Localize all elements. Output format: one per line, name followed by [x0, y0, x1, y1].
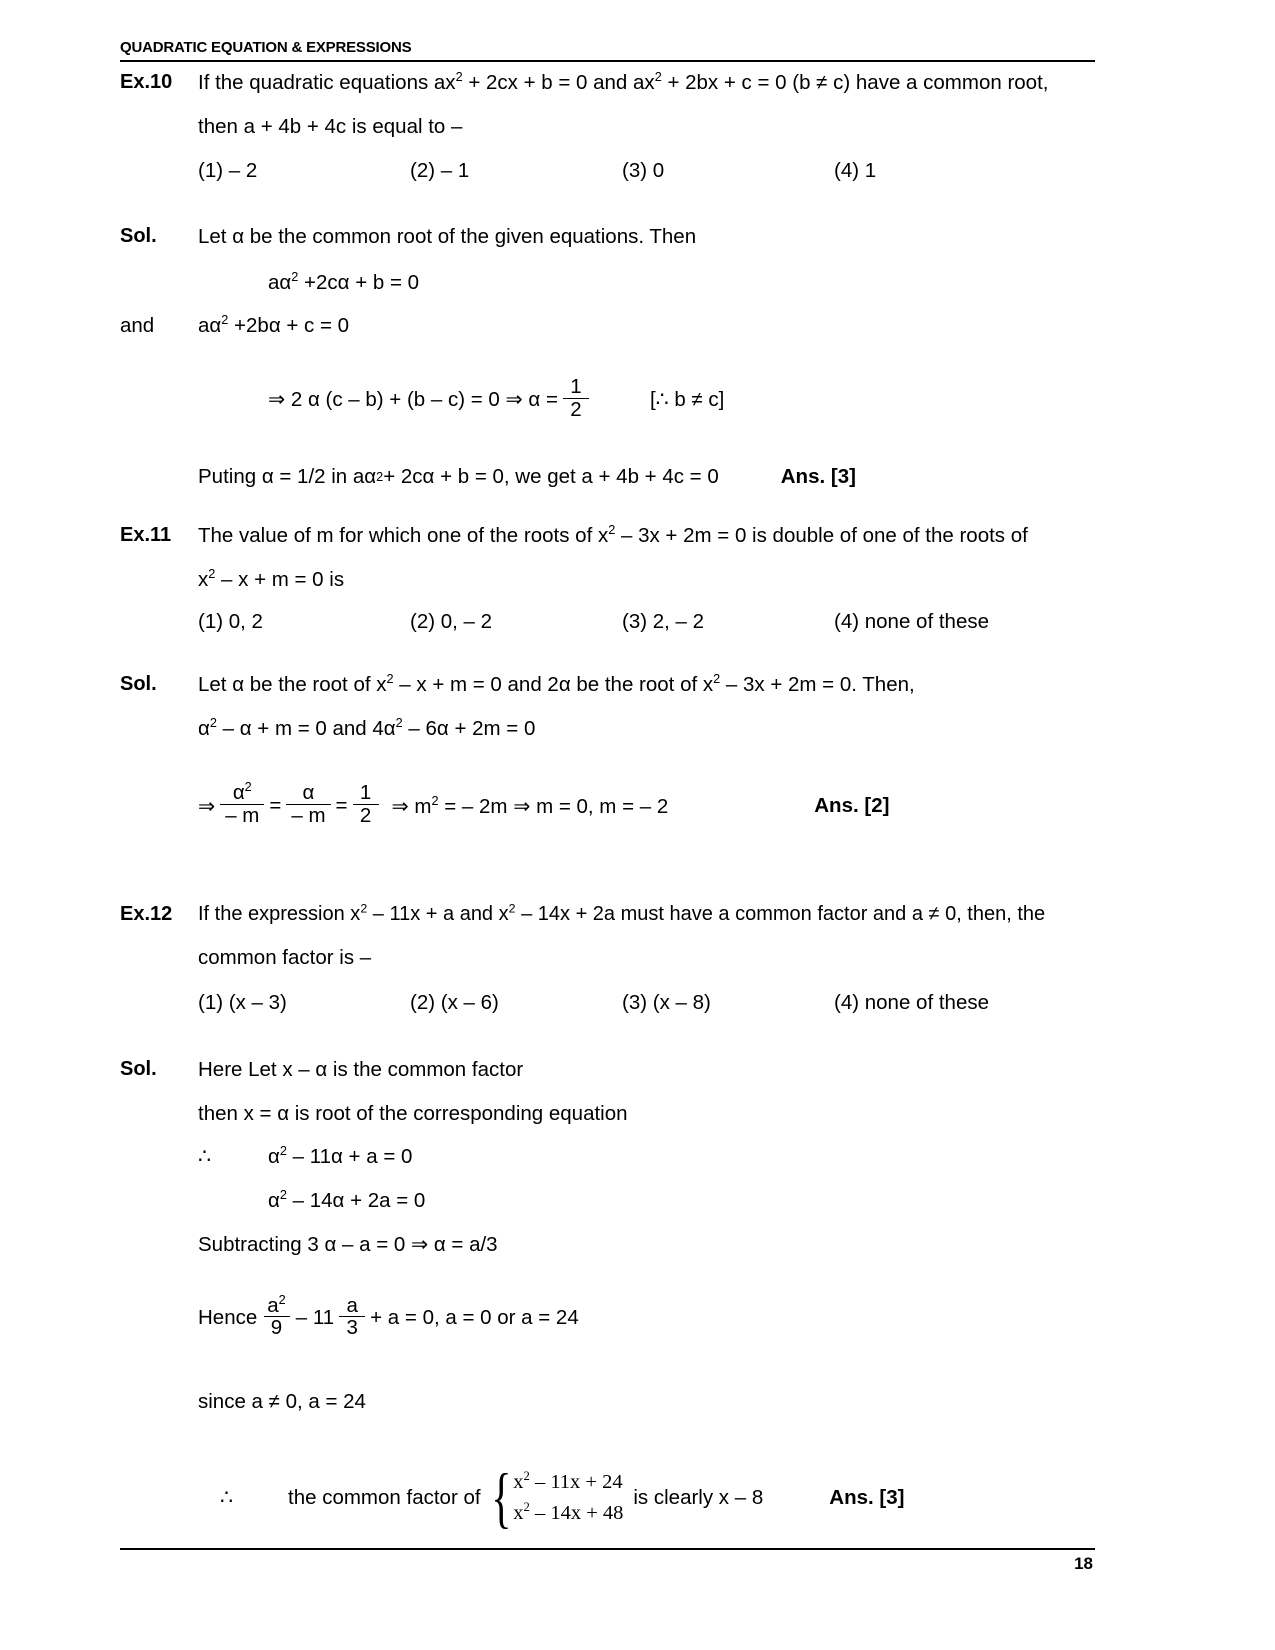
q12-part-a: If the expression x [198, 903, 361, 925]
option-2[interactable]: (2) – 1 [410, 159, 470, 183]
option-2[interactable]: (2) (x – 6) [410, 990, 499, 1014]
option-4[interactable]: (4) none of these [834, 610, 989, 634]
option-4[interactable]: (4) 1 [834, 159, 877, 183]
solution-12-tag: Sol. [120, 1058, 157, 1080]
eq1-part-b: +2cα + b = 0 [298, 270, 420, 294]
example-11-solution [120, 670, 1105, 829]
question-row [120, 521, 1105, 551]
eq2-part-b: +2bα + c = 0 [228, 314, 350, 338]
therefore-symbol-final: ∴ [220, 1486, 234, 1510]
num-base: α [232, 781, 245, 805]
q11-sup-1: 2 [608, 522, 616, 538]
header-divider [120, 60, 1095, 62]
solution-12-equation-1 [268, 1142, 1105, 1172]
page-header [120, 40, 1095, 62]
option-2[interactable]: (2) 0, – 2 [410, 610, 493, 634]
therefore-symbol: ∴ [198, 1145, 212, 1169]
s11b-sup-1: 2 [209, 714, 217, 730]
tail-sup: 2 [431, 792, 439, 808]
s11-sup-2: 2 [713, 671, 721, 687]
example-12-solution [120, 1055, 1105, 1536]
fraction-numerator [228, 779, 257, 805]
fraction-denominator: – m [220, 804, 264, 828]
q11b-part-a: x [198, 567, 209, 591]
s11b-part-c: – 6α + 2m = 0 [402, 716, 536, 740]
q12-sup-2: 2 [508, 901, 516, 916]
fraction-denominator: 2 [353, 804, 379, 828]
example-11-options [198, 610, 1105, 634]
q10-part-b: + 2cx + b = 0 and ax [462, 71, 655, 94]
final-tail: is clearly x – 8 [633, 1485, 764, 1509]
s11b-sup-2: 2 [395, 714, 403, 730]
system-row-1 [513, 1467, 623, 1498]
fraction-alpha-over-neg-m [286, 782, 330, 827]
sys2-part-a: x [513, 1501, 524, 1524]
s11-equals-1: = [269, 794, 282, 818]
option-1[interactable]: (1) 0, 2 [198, 610, 263, 634]
example-10-question [120, 68, 1105, 183]
option-3[interactable]: (3) 0 [622, 159, 665, 183]
num-sup: 2 [244, 779, 252, 795]
solution-12-since-line: since a ≠ 0, a = 24 [198, 1390, 366, 1414]
eq1-sup: 2 [291, 268, 299, 284]
example-12-question-line-2: common factor is – [198, 946, 372, 969]
header-title: QUADRATIC EQUATION & EXPRESSIONS [120, 39, 412, 56]
e1-part-a: α [268, 1145, 280, 1169]
solution-12-line-2: then x = α is root of the corresponding equation [198, 1101, 628, 1125]
option-3[interactable]: (3) 2, – 2 [622, 610, 705, 634]
example-10-options [198, 159, 1105, 183]
fraction-numerator: α [302, 781, 315, 805]
tail-part-b: = – 2m ⇒ m = 0, m = – 2 [438, 794, 669, 818]
fraction-a-over-3 [339, 1295, 365, 1340]
eq1-part-a: aα [268, 270, 292, 294]
final-label: the common factor of [288, 1485, 481, 1509]
solution-10-equation-1 [268, 268, 1105, 298]
example-11-question [120, 521, 1105, 634]
fraction-numerator: a [346, 1293, 358, 1317]
question-row [120, 68, 1105, 98]
solution-12-hence-line [198, 1291, 1105, 1341]
solution-12-equation-2 [268, 1186, 1105, 1216]
example-11-question-line-2 [198, 565, 1105, 595]
footer-divider [120, 1548, 1095, 1550]
s11-tail [392, 794, 669, 819]
tail-part-a: ⇒ m [391, 794, 432, 818]
fraction-denominator: 2 [563, 398, 589, 422]
solution-12-equation-1-row [120, 1142, 1105, 1172]
example-10-question-line-2: then a + 4b + 4c is equal to – [198, 114, 463, 138]
e2-part-a: α [268, 1189, 280, 1213]
q10-part-a: If the quadratic equations ax [198, 71, 456, 94]
fraction-one-half [563, 376, 589, 421]
eq3-left: ⇒ 2 α (c – b) + (b – c) = 0 ⇒ α = [268, 388, 558, 412]
solution-12-final-line [220, 1459, 1105, 1536]
example-12-answer: Ans. [3] [829, 1485, 905, 1509]
q12-sup-1: 2 [360, 901, 368, 916]
eq2-sup: 2 [221, 312, 229, 328]
solution-11-line-1 [198, 670, 1105, 700]
solution-10-final-line: Puting α = 1/2 in aα 2 + 2cα + b = 0, we get a + 4b + 4c = 0 Ans. [3] [198, 464, 856, 488]
fraction-denominator: – m [286, 804, 330, 828]
fraction-denominator: 3 [339, 1316, 365, 1340]
q12-part-c: – 14x + 2a must have a common factor and a ≠ 0, then, the [515, 903, 1046, 925]
final10-part-b: + 2cα + b = 0, we get a + 4b + 4c = 0 [383, 464, 719, 488]
q10-sup-2: 2 [654, 69, 662, 85]
fraction-denominator: 9 [264, 1316, 290, 1340]
fraction-one-half [353, 782, 379, 827]
s11b-part-b: – α + m = 0 and 4α [216, 716, 396, 740]
solution-10-tag: Sol. [120, 225, 157, 247]
option-4[interactable]: (4) none of these [834, 990, 989, 1014]
q11-part-b: – 3x + 2m = 0 is double of one of the roots of [615, 524, 1028, 547]
solution-11-line-2 [198, 714, 1105, 744]
solution-row [120, 1055, 1105, 1085]
equation-system [485, 1459, 624, 1536]
final10-part-a: Puting α = 1/2 in aα [198, 464, 377, 488]
option-3[interactable]: (3) (x – 8) [622, 990, 711, 1014]
s11-sup-1: 2 [386, 671, 394, 687]
and-label: and [120, 314, 155, 338]
solution-10-equation-2-row [120, 311, 1105, 341]
sys1-sup: 2 [523, 1468, 530, 1483]
example-11-tag: Ex.11 [120, 524, 172, 546]
num-sup: 2 [278, 1291, 286, 1307]
question-row [120, 900, 1105, 929]
solution-10-equation-2 [198, 311, 1105, 341]
q11b-sup: 2 [208, 565, 216, 581]
num-base: a [267, 1293, 279, 1317]
q11b-part-b: – x + m = 0 is [215, 567, 345, 591]
solution-12-line-1: Here Let x – α is the common factor [198, 1058, 524, 1081]
sys1-part-b: – 11x + 24 [529, 1470, 623, 1493]
example-12-question [120, 900, 1105, 1015]
sys1-part-a: x [513, 1470, 524, 1493]
hence-tail: + a = 0, a = 0 or a = 24 [370, 1306, 579, 1330]
example-12-tag: Ex.12 [120, 903, 173, 925]
q12-part-b: – 11x + a and x [367, 903, 509, 925]
left-brace-icon: { [490, 1459, 512, 1536]
sys2-part-b: – 14x + 48 [529, 1501, 624, 1524]
q11-part-a: The value of m for which one of the roots of x [198, 524, 609, 547]
fraction-numerator [262, 1291, 290, 1317]
solution-10-line-1: Let α be the common root of the given equations. Then [198, 225, 697, 248]
s11-part-c: – 3x + 2m = 0. Then, [720, 673, 915, 696]
solution-12-line-3: Subtracting 3 α – a = 0 ⇒ α = a/3 [198, 1232, 498, 1256]
page-number: 18 [1074, 1554, 1093, 1573]
solution-11-tag: Sol. [120, 673, 157, 695]
example-12-options [198, 991, 1105, 1015]
example-11-question-line-1 [198, 521, 1105, 551]
s11-arrow: ⇒ [198, 794, 216, 818]
solution-11-equation [198, 779, 1105, 828]
solution-row [120, 670, 1105, 700]
system-rows [513, 1467, 623, 1529]
e1-part-b: – 11α + a = 0 [286, 1145, 413, 1169]
fraction-numerator: 1 [570, 375, 582, 399]
hence-label: Hence [198, 1306, 258, 1330]
example-10-answer: Ans. [3] [780, 464, 856, 488]
example-12-question-line-1 [198, 900, 1105, 929]
q10-part-c: + 2bx + c = 0 (b ≠ c) have a common root, [661, 71, 1049, 94]
example-10-question-line-1 [198, 68, 1105, 98]
s11-part-a: Let α be the root of x [198, 673, 387, 696]
eq2-part-a: aα [198, 314, 222, 338]
system-row-2 [513, 1498, 623, 1529]
hence-middle: – 11 [295, 1306, 335, 1330]
eq3-note: [∴ b ≠ c] [649, 388, 725, 412]
s11b-part-a: α [198, 716, 210, 740]
sys2-sup: 2 [523, 1499, 530, 1514]
fraction-numerator: 1 [359, 781, 372, 805]
e2-part-b: – 14α + 2a = 0 [286, 1189, 426, 1213]
fraction-a-sq-over-9 [262, 1291, 290, 1340]
page-footer [120, 1548, 1095, 1574]
example-10-tag: Ex.10 [120, 71, 173, 93]
s11-part-b: – x + m = 0 and 2α be the root of x [393, 673, 714, 696]
solution-10-equation-3 [268, 377, 1105, 422]
option-1[interactable]: (1) – 2 [198, 159, 258, 183]
e1-sup: 2 [279, 1143, 287, 1159]
option-1[interactable]: (1) (x – 3) [198, 990, 287, 1014]
e2-sup: 2 [279, 1187, 287, 1203]
fraction-alpha-sq-over-neg-m [220, 779, 264, 827]
s11-equals-2: = [335, 794, 348, 818]
example-10-solution [120, 222, 1105, 489]
solution-row [120, 222, 1105, 252]
q10-sup-1: 2 [455, 69, 463, 85]
example-11-answer: Ans. [2] [814, 794, 890, 818]
